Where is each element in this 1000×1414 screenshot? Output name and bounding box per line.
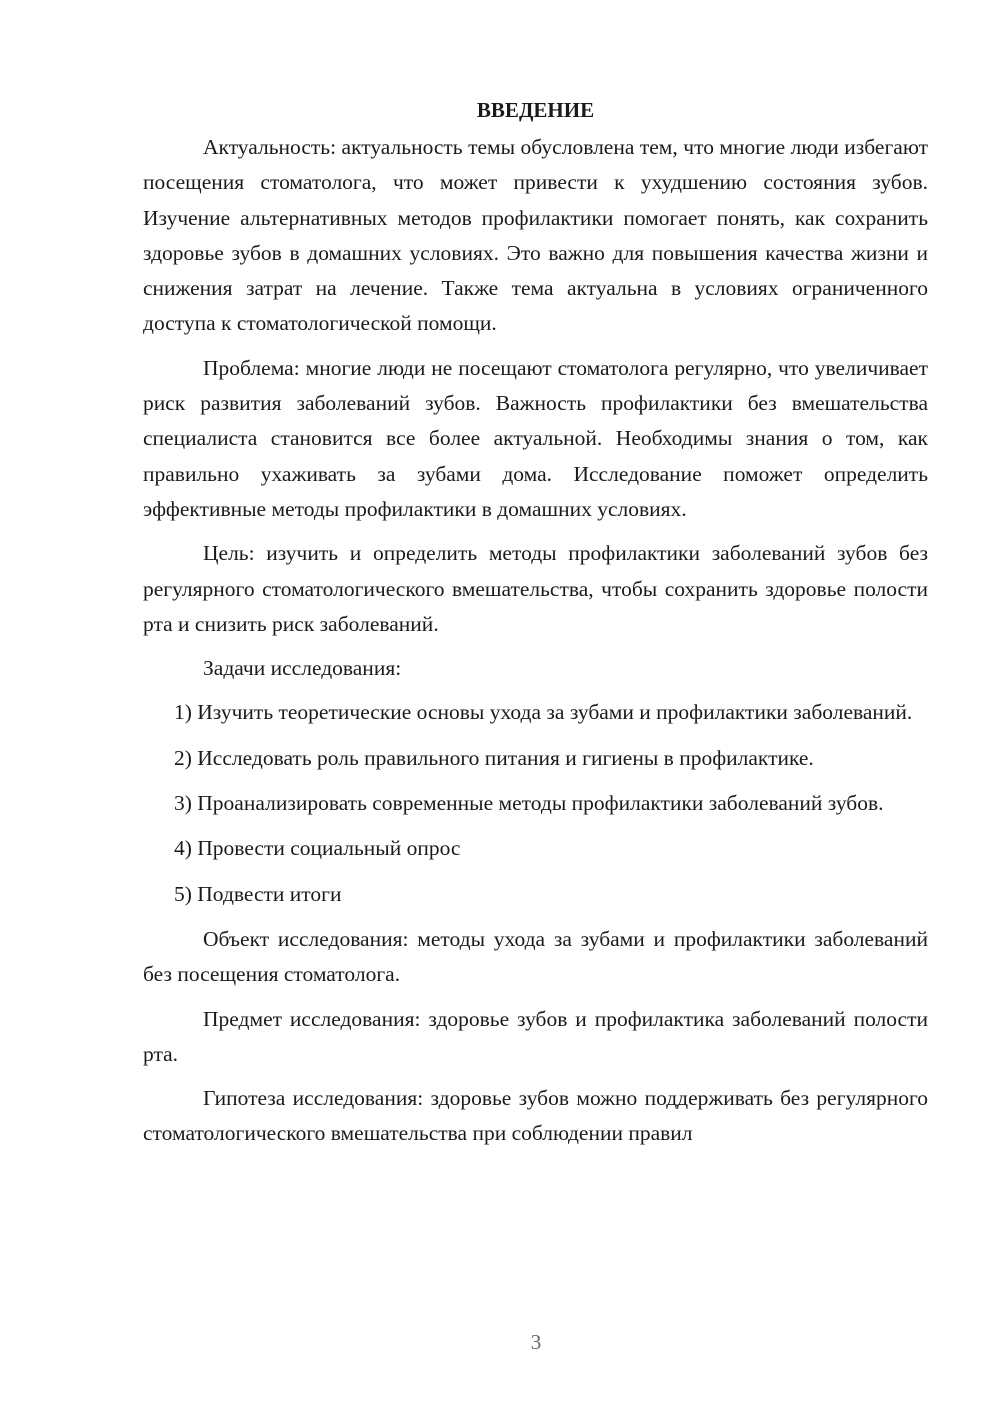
tasks-title: Задачи исследования: bbox=[203, 656, 402, 681]
task-item-4: 4) Провести социальный опрос bbox=[174, 836, 461, 861]
paragraph-relevance: Актуальность: актуальность темы обусловлена тем, что многие люди избегают посещения стоматолога, что может привести к ухудшению состояния зубов. Изучение альтернативных методов профилактики помогает понять, как сохранить здоровье зубов в домашних условиях. Это важно для повышения качества жизни и снижения затрат на лечение. Также тема актуальна в условиях ограниченного доступа к стоматологической помощи. bbox=[143, 135, 928, 336]
page-number: 3 bbox=[530, 1330, 542, 1354]
paragraph-subject: Предмет исследования: здоровье зубов и профилактика заболеваний полости рта. bbox=[143, 1006, 928, 1066]
task-item-3: 3) Проанализировать современные методы профилактики заболеваний зубов. bbox=[174, 791, 884, 816]
section-heading: ВВЕДЕНИЕ bbox=[476, 98, 595, 122]
task-item-1: 1) Изучить теоретические основы ухода за зубами и профилактики заболеваний. bbox=[174, 700, 913, 725]
paragraph-goal: Цель: изучить и определить методы профилактики заболеваний зубов без регулярного стоматологического вмешательства, чтобы сохранить здоровье полости рта и снизить риск заболеваний. bbox=[143, 541, 928, 636]
task-item-2: 2) Исследовать роль правильного питания и гигиены в профилактике. bbox=[174, 745, 814, 770]
paragraph-hypothesis: Гипотеза исследования: здоровье зубов можно поддерживать без регулярного стоматологического вмешательства при соблюдении правил bbox=[143, 1086, 928, 1146]
paragraph-problem: Проблема: многие люди не посещают стоматолога регулярно, что увеличивает риск развития заболеваний зубов. Важность профилактики без вмешательства специалиста становится все более актуальной. Необходимы знания о том, как правильно ухаживать за зубами дома. Исследование поможет определить эффективные методы профилактики в домашних условиях. bbox=[143, 355, 928, 521]
task-item-5: 5) Подвести итоги bbox=[174, 881, 342, 906]
document-page bbox=[143, 92, 928, 1161]
paragraph-object: Объект исследования: методы ухода за зубами и профилактики заболеваний без посещения стоматолога. bbox=[143, 926, 928, 987]
